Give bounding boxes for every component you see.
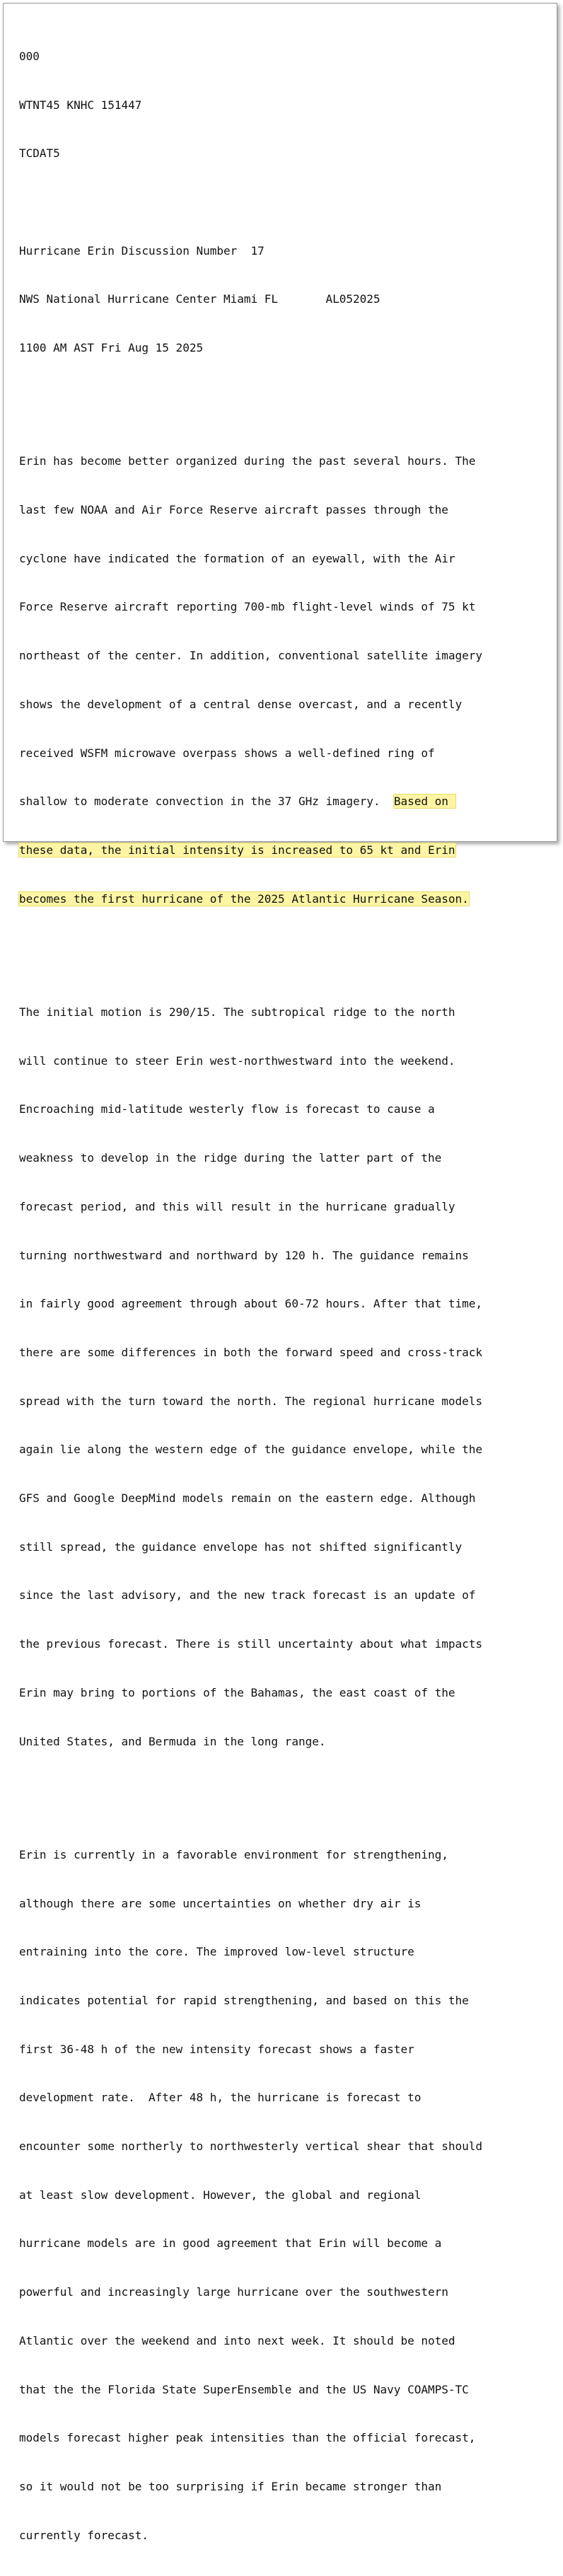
blank-line [19,195,482,211]
title-line: 1100 AM AST Fri Aug 15 2025 [19,341,204,355]
paragraph2-line: the previous forecast. There is still uncertainty about what impacts [19,1637,483,1651]
paragraph2-line: Encroaching mid-latitude westerly flow is forecast to cause a [19,1102,435,1116]
paragraph1-line: last few NOAA and Air Force Reserve aircraft passes through the [19,503,448,517]
paragraph2-line: forecast period, and this will result in the hurricane gradually [19,1199,455,1213]
paragraph2-line: The initial motion is 290/15. The subtropical ridge to the north [19,1005,455,1019]
paragraph3-line: development rate. After 48 h, the hurricane is forecast to [19,2091,422,2105]
discussion-text [19,16,482,2576]
paragraph3-line: models forecast higher peak intensities than the official forecast, [19,2431,476,2445]
blank-line [19,940,482,956]
paragraph2-line: Erin may bring to portions of the Bahamas, the east coast of the [19,1685,455,1699]
paragraph2-line: GFS and Google DeepMind models remain on the eastern edge. Although [19,1491,476,1506]
paragraph3-line: entraining into the core. The improved low-level structure [19,1945,414,1959]
blank-line [19,389,482,405]
paragraph2-line: in fairly good agreement through about 60-72 hours. After that time, [19,1297,483,1311]
paragraph2-line: will continue to steer Erin west-northwestward into the weekend. [19,1053,455,1068]
paragraph2-line: still spread, the guidance envelope has not shifted significantly [19,1540,463,1554]
paragraph2-line: since the last advisory, and the new track forecast is an update of [19,1588,476,1602]
highlighted-text: Based on [393,795,455,809]
highlighted-text: these data, the initial intensity is increased to 65 kt and Erin [19,843,455,857]
paragraph3-line: that the the Florida State SuperEnsemble and the US Navy COAMPS-TC [19,2382,469,2396]
highlighted-text: becomes the first hurricane of the 2025 Atlantic Hurricane Season. [19,891,469,906]
paragraph2-line: turning northwestward and northward by 120 h. The guidance remains [19,1248,469,1262]
header-line: 000 [19,49,40,63]
paragraph3-line: indicates potential for rapid strengthening, and based on this the [19,1993,469,2007]
paragraph3-line: first 36-48 h of the new intensity forecast shows a faster [19,2042,414,2056]
blank-line [19,1782,482,1798]
paragraph2-line: weakness to develop in the ridge during the latter part of the [19,1151,442,1165]
paragraph3-line: Atlantic over the weekend and into next week. It should be noted [19,2333,455,2347]
title-line: Hurricane Erin Discussion Number 17 [19,243,265,258]
paragraph1-line: shows the development of a central dense overcast, and a recently [19,697,463,711]
plain-text: shallow to moderate convection in the 37 GHz imagery. [19,795,394,809]
paragraph1-line: Force Reserve aircraft reporting 700-mb flight-level winds of 75 kt [19,600,476,614]
paragraph1-line: cyclone have indicated the formation of an eyewall, with the Air [19,551,455,565]
paragraph2-line: United States, and Bermuda in the long range. [19,1734,326,1748]
paragraph3-line: hurricane models are in good agreement that Erin will become a [19,2236,442,2251]
paragraph2-line: spread with the turn toward the north. The regional hurricane models [19,1394,483,1408]
document-frame [3,3,557,2542]
paragraph1-line [19,843,482,859]
paragraph1-line: received WSFM microwave overpass shows a well-defined ring of [19,746,435,760]
paragraph3-line: Erin is currently in a favorable environment for strengthening, [19,1847,448,1861]
paragraph3-line: currently forecast. [19,2528,149,2542]
header-line: WTNT45 KNHC 151447 [19,98,142,112]
paragraph3-line: at least slow development. However, the global and regional [19,2188,422,2202]
paragraph1-line: Erin has become better organized during the past several hours. The [19,454,476,468]
header-line: TCDAT5 [19,146,60,161]
paragraph2-line: again lie along the western edge of the guidance envelope, while the [19,1443,483,1457]
paragraph3-line: powerful and increasingly large hurricane over the southwestern [19,2285,448,2299]
paragraph3-line: although there are some uncertainties on whether dry air is [19,1896,422,1910]
paragraph2-line: there are some differences in both the forward speed and cross-track [19,1345,483,1359]
title-line: NWS National Hurricane Center Miami FL AL052025 [19,292,381,306]
paragraph1-line: northeast of the center. In addition, conventional satellite imagery [19,649,483,663]
paragraph1-line [19,891,482,908]
paragraph3-line: so it would not be too surprising if Erin became stronger than [19,2479,442,2493]
paragraph1-line [19,794,482,810]
paragraph3-line: encounter some northerly to northwesterly vertical shear that should [19,2139,483,2154]
